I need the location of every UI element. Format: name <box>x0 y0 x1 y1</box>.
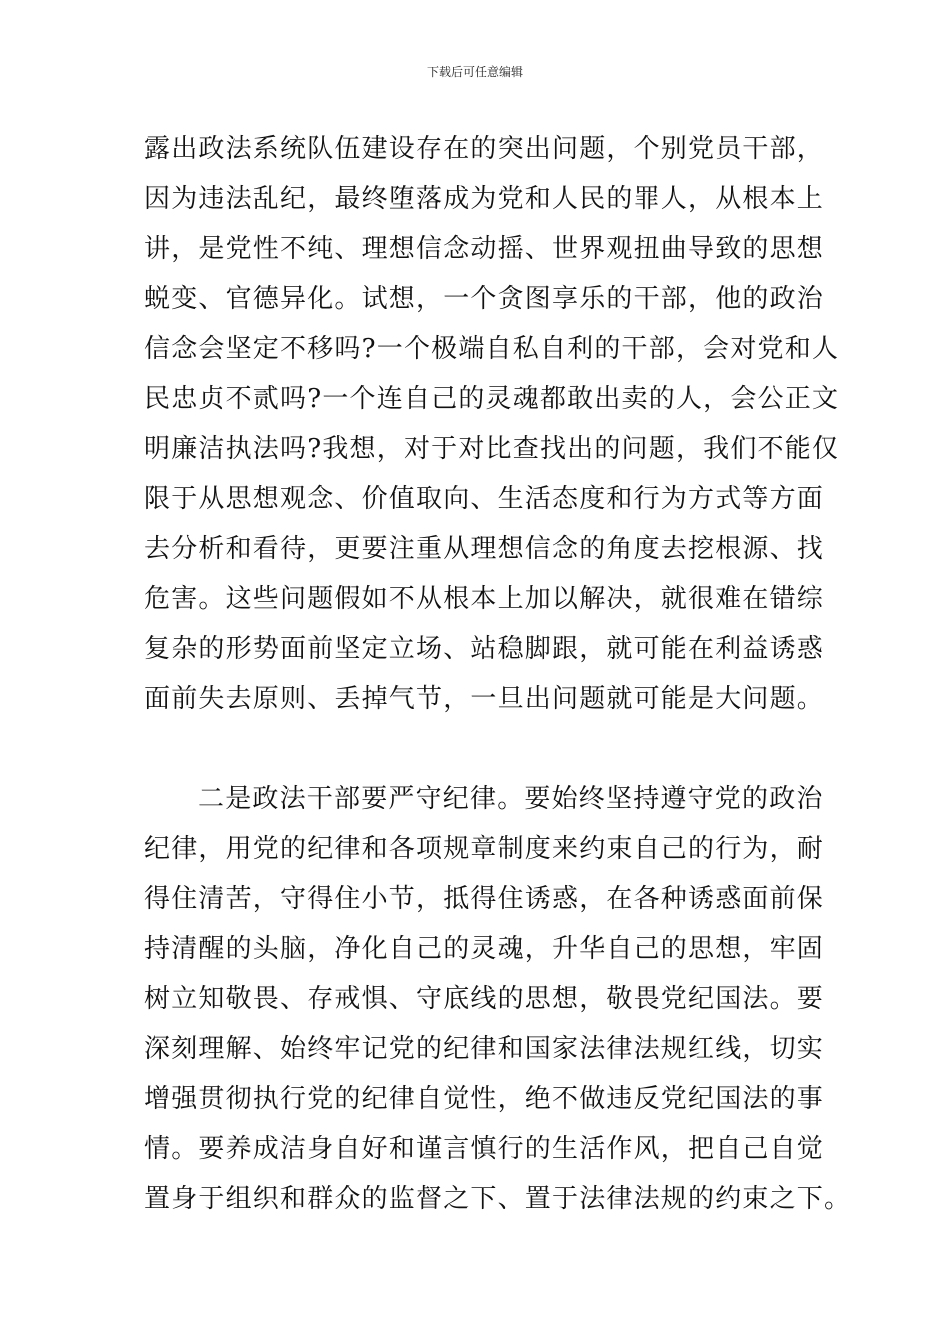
text-line: 明廉洁执法吗?我想，对于对比查找出的问题，我们不能仅 <box>144 434 840 464</box>
text-line: 讲，是党性不纯、理想信念动摇、世界观扭曲导致的思想 <box>144 234 825 264</box>
text-line: 面前失去原则、丢掉气节，一旦出问题就可能是大问题。 <box>144 684 825 714</box>
text-line: 露出政法系统队伍建设存在的突出问题，个别党员干部， <box>144 134 825 164</box>
document-body <box>144 124 852 1224</box>
text-line: 纪律，用党的纪律和各项规章制度来约束自己的行为，耐 <box>144 834 825 864</box>
text-line: 因为违法乱纪，最终堕落成为党和人民的罪人，从根本上 <box>144 184 825 214</box>
text-line: 限于从思想观念、价值取向、生活态度和行为方式等方面 <box>144 484 825 514</box>
paragraph-spacer <box>144 724 806 774</box>
text-line: 树立知敬畏、存戒惧、守底线的思想，敬畏党纪国法。要 <box>144 984 825 1014</box>
text-line: 持清醒的头脑，净化自己的灵魂，升华自己的思想，牢固 <box>144 934 825 964</box>
text-line: 去分析和看待，更要注重从理想信念的角度去挖根源、找 <box>144 534 825 564</box>
text-line: 深刻理解、始终牢记党的纪律和国家法律法规红线，切实 <box>144 1034 825 1064</box>
text-line: 复杂的形势面前坚定立场、站稳脚跟，就可能在利益诱惑 <box>144 634 825 664</box>
text-line: 信念会坚定不移吗?一个极端自私自利的干部，会对党和人 <box>144 334 840 364</box>
paragraph-2 <box>144 774 852 1224</box>
text-line: 增强贯彻执行党的纪律自觉性，绝不做违反党纪国法的事 <box>144 1084 825 1114</box>
paragraph-1 <box>144 124 840 724</box>
page-header: 下载后可任意编辑 <box>426 65 523 79</box>
text-line: 危害。这些问题假如不从根本上加以解决，就很难在错综 <box>144 584 825 614</box>
text-line: 蜕变、官德异化。试想，一个贪图享乐的干部，他的政治 <box>144 284 825 314</box>
text-line: 二是政法干部要严守纪律。要始终坚持遵守党的政治 <box>198 784 824 814</box>
text-line: 得住清苦，守得住小节，抵得住诱惑，在各种诱惑面前保 <box>144 884 825 914</box>
text-line: 民忠贞不贰吗?一个连自己的灵魂都敢出卖的人，会公正文 <box>144 384 840 414</box>
text-line: 置身于组织和群众的监督之下、置于法律法规的约束之下。 <box>144 1184 852 1214</box>
text-line: 情。要养成洁身自好和谨言慎行的生活作风，把自己自觉 <box>144 1134 825 1164</box>
